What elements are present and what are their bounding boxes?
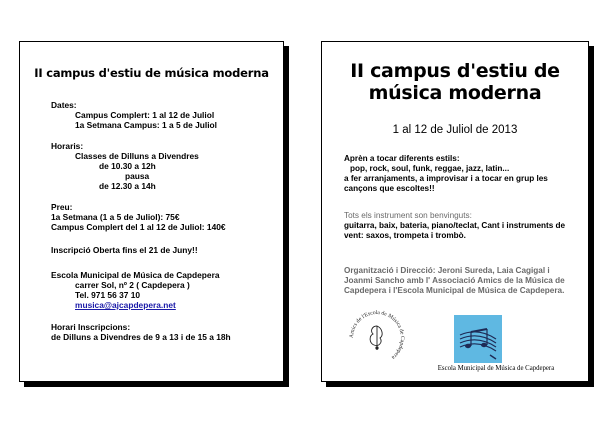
amics-seal-logo <box>346 307 408 369</box>
seal-text: Amics de l'Escola de Música de Capdepera <box>348 309 406 361</box>
email-link[interactable]: musica@ajcapdepera.net <box>75 300 176 310</box>
right-title-line-2: música moderna <box>368 82 542 104</box>
phone-line: Tel. 971 56 37 10 <box>75 290 141 300</box>
left-title: II campus d'estiu de música moderna <box>34 66 269 80</box>
horaris-line-3: pausa <box>125 171 150 181</box>
horaris-line-2: de 10.30 a 12h <box>99 161 156 171</box>
dates-line-2: 1a Setmana Campus: 1 a 5 de Juliol <box>75 120 217 130</box>
escola-music-logo <box>454 315 502 363</box>
left-flyer <box>19 41 284 382</box>
horaris-line-1: Classes de Dilluns a Divendres <box>75 151 199 161</box>
horari-text: de Dilluns a Divendres de 9 a 13 i de 15 a 18h <box>51 332 231 342</box>
dates-line-1: Campus Complert: 1 al 12 de Juliol <box>75 110 215 120</box>
right-title-line-1: II campus d'estiu de <box>350 60 560 82</box>
right-flyer <box>321 41 589 382</box>
instruments-label: Tots els instrument son benvinguts: <box>344 211 472 220</box>
learn-label: Aprèn a tocar diferents estils: <box>344 154 460 163</box>
organitzacio-text: Organització i Direcció: Jeroni Sureda, Laia Cagigal i Joanmi Sancho amb l' Associació Amics de la Música de Capdepera i l'Escola Municipal de Música de Capdepera. <box>344 266 565 296</box>
escola-name: Escola Municipal de Música de Capdepera <box>51 270 220 280</box>
learn-more: a fer arranjaments, a improvisar i a tocar en grup les cançons que escoltes!! <box>344 174 548 194</box>
address-line: carrer Sol, nº 2 ( Capdepera ) <box>75 280 190 290</box>
right-title <box>322 60 588 104</box>
horaris-label: Horaris: <box>51 141 84 151</box>
horari-label: Horari Inscripcions: <box>51 322 131 332</box>
horaris-line-4: de 12.30 a 14h <box>99 181 156 191</box>
styles-list: pop, rock, soul, funk, reggae, jazz, latin... <box>350 164 510 173</box>
preu-line-1: 1a Setmana (1 a 5 de Juliol): 75€ <box>51 212 180 222</box>
logo-caption: Escola Municipal de Música de Capdepera <box>437 365 555 372</box>
instruments-list: guitarra, baix, bateria, piano/teclat, Cant i instruments de vent: saxos, trompeta i trombò. <box>344 221 566 241</box>
preu-line-2: Campus Complert del 1 al 12 de Juliol: 140€ <box>51 222 226 232</box>
preu-label: Preu: <box>51 202 73 212</box>
inscripcio-text: Inscripció Oberta fins el 21 de Juny!! <box>51 245 198 255</box>
campus-date: 1 al 12 de Juliol de 2013 <box>392 124 518 136</box>
dates-label: Dates: <box>51 100 77 110</box>
